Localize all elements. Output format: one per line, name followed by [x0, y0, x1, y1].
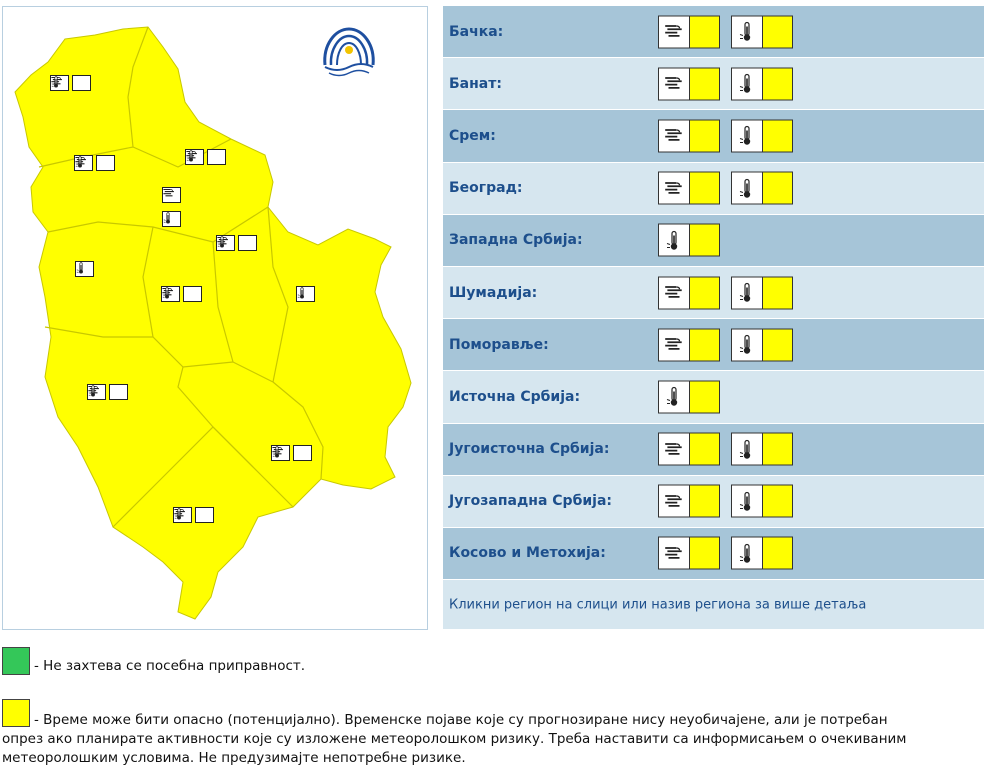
warning-badge-temperature[interactable] — [731, 119, 793, 152]
thermometer-icon — [296, 286, 315, 302]
map-warning-cluster[interactable] — [74, 155, 115, 171]
region-name-link[interactable]: Срем: — [449, 127, 496, 144]
warning-badge-wind[interactable] — [658, 15, 720, 48]
legend-yellow-text-3: метеоролошким условима. Не предузимајте непотребне ризике. — [2, 750, 466, 766]
warning-level-yellow — [690, 225, 719, 256]
region-row[interactable] — [443, 528, 984, 580]
thermometer-icon — [659, 381, 690, 412]
warning-level-yellow — [763, 173, 792, 204]
warning-badge-wind[interactable] — [658, 276, 720, 309]
region-name-link[interactable]: Шумадија: — [449, 284, 538, 301]
thermometer-icon — [238, 235, 257, 251]
warning-badge-temperature[interactable] — [731, 537, 793, 570]
region-name-link[interactable]: Источна Србија: — [449, 388, 581, 405]
wind-icon — [659, 329, 690, 360]
map-warning-cluster[interactable] — [173, 507, 214, 523]
warning-badge-temperature[interactable] — [731, 172, 793, 205]
map-warning-cluster[interactable] — [162, 187, 181, 203]
wind-icon — [659, 68, 690, 99]
legend-yellow-text-2: опрез ако планирате активности које су изложене метеоролошком ризику. Треба наставити са информисањем о очекиваним — [2, 731, 907, 747]
thermometer-icon — [732, 277, 763, 308]
region-name-link[interactable]: Косово и Метохија: — [449, 545, 606, 562]
table-footer — [443, 580, 984, 629]
region-name-link[interactable]: Поморавље: — [449, 336, 549, 353]
warning-badge-wind[interactable] — [658, 328, 720, 361]
wind-icon — [659, 16, 690, 47]
thermometer-icon — [659, 225, 690, 256]
legend-yellow-text-1: - Време може бити опасно (потенцијално). Временске појаве које су прогнозиране нису неуобичајене, али је потребан — [34, 712, 888, 728]
region-name-link[interactable]: Југозападна Србија: — [449, 493, 612, 510]
region-row[interactable] — [443, 163, 984, 215]
warning-badge-wind[interactable] — [658, 119, 720, 152]
warning-badge-wind[interactable] — [658, 67, 720, 100]
thermometer-icon — [183, 286, 202, 302]
warning-level-yellow — [690, 486, 719, 517]
thermometer-icon — [732, 486, 763, 517]
region-row[interactable] — [443, 6, 984, 58]
thermometer-icon — [732, 68, 763, 99]
warning-badge-temperature[interactable] — [731, 15, 793, 48]
warning-badge-temperature[interactable] — [658, 224, 720, 257]
map-warning-cluster[interactable] — [50, 75, 91, 91]
serbia-region-shape — [15, 27, 411, 619]
map-warning-cluster[interactable] — [87, 384, 128, 400]
warning-badge-wind[interactable] — [658, 485, 720, 518]
warning-level-yellow — [690, 120, 719, 151]
region-row[interactable] — [443, 267, 984, 319]
region-name-link[interactable]: Југоисточна Србија: — [449, 441, 610, 458]
warning-badge-temperature[interactable] — [731, 276, 793, 309]
thermometer-icon — [732, 329, 763, 360]
map-warning-cluster[interactable] — [271, 445, 312, 461]
map-warning-cluster[interactable] — [185, 149, 226, 165]
wind-icon — [659, 277, 690, 308]
warning-badge-wind[interactable] — [658, 172, 720, 205]
region-name-link[interactable]: Београд: — [449, 180, 523, 197]
warning-level-yellow — [690, 68, 719, 99]
region-name-link[interactable]: Банат: — [449, 75, 502, 92]
legend-green-swatch — [2, 647, 30, 675]
warning-level-yellow — [763, 277, 792, 308]
thermometer-icon — [162, 211, 181, 227]
region-row[interactable] — [443, 371, 984, 423]
region-row[interactable] — [443, 58, 984, 110]
warning-level-yellow — [690, 173, 719, 204]
warning-level-yellow — [690, 329, 719, 360]
serbia-map[interactable] — [3, 7, 429, 631]
map-warning-cluster[interactable] — [216, 235, 257, 251]
warning-level-yellow — [690, 277, 719, 308]
map-warning-cluster[interactable] — [162, 211, 181, 227]
warning-level-yellow — [690, 434, 719, 465]
warning-level-yellow — [690, 538, 719, 569]
region-warning-table — [443, 6, 984, 630]
thermometer-icon — [732, 16, 763, 47]
rhmz-logo — [319, 23, 379, 85]
warning-badge-temperature[interactable] — [658, 380, 720, 413]
thermometer-icon — [75, 261, 94, 277]
wind-icon — [659, 434, 690, 465]
region-name-link[interactable]: Западна Србија: — [449, 232, 583, 249]
table-footer-hint: Кликни регион на слици или назив региона за више детаља — [449, 597, 867, 613]
warning-badge-temperature[interactable] — [731, 67, 793, 100]
thermometer-icon — [96, 155, 115, 171]
map-warning-cluster[interactable] — [296, 286, 315, 302]
thermometer-icon — [732, 173, 763, 204]
region-name-link[interactable]: Бачка: — [449, 23, 504, 40]
thermometer-icon — [732, 538, 763, 569]
legend-yellow-swatch — [2, 699, 30, 727]
warning-level-yellow — [690, 16, 719, 47]
warning-level-yellow — [763, 16, 792, 47]
warning-level-yellow — [763, 538, 792, 569]
warning-level-yellow — [763, 120, 792, 151]
wind-icon — [162, 187, 181, 203]
thermometer-icon — [207, 149, 226, 165]
warning-level-yellow — [763, 434, 792, 465]
warning-map[interactable] — [2, 6, 428, 630]
warning-badge-wind[interactable] — [658, 537, 720, 570]
region-row[interactable] — [443, 215, 984, 267]
warning-level-yellow — [763, 486, 792, 517]
warning-badge-temperature[interactable] — [731, 433, 793, 466]
thermometer-icon — [195, 507, 214, 523]
warning-level-yellow — [690, 381, 719, 412]
region-row[interactable] — [443, 424, 984, 476]
region-row[interactable] — [443, 476, 984, 528]
warning-badge-temperature[interactable] — [731, 485, 793, 518]
region-row[interactable] — [443, 319, 984, 371]
thermometer-icon — [732, 434, 763, 465]
thermometer-icon — [293, 445, 312, 461]
legend-green-text: - Не захтева се посебна приправност. — [34, 658, 306, 674]
warning-badge-wind[interactable] — [658, 433, 720, 466]
wind-icon — [659, 120, 690, 151]
wind-icon — [659, 173, 690, 204]
thermometer-icon — [732, 120, 763, 151]
thermometer-icon — [72, 75, 91, 91]
warning-level-yellow — [763, 329, 792, 360]
thermometer-icon — [109, 384, 128, 400]
warning-level-yellow — [763, 68, 792, 99]
region-row[interactable] — [443, 110, 984, 162]
wind-icon — [659, 486, 690, 517]
wind-icon — [659, 538, 690, 569]
map-warning-cluster[interactable] — [75, 261, 94, 277]
warning-badge-temperature[interactable] — [731, 328, 793, 361]
map-warning-cluster[interactable] — [161, 286, 202, 302]
